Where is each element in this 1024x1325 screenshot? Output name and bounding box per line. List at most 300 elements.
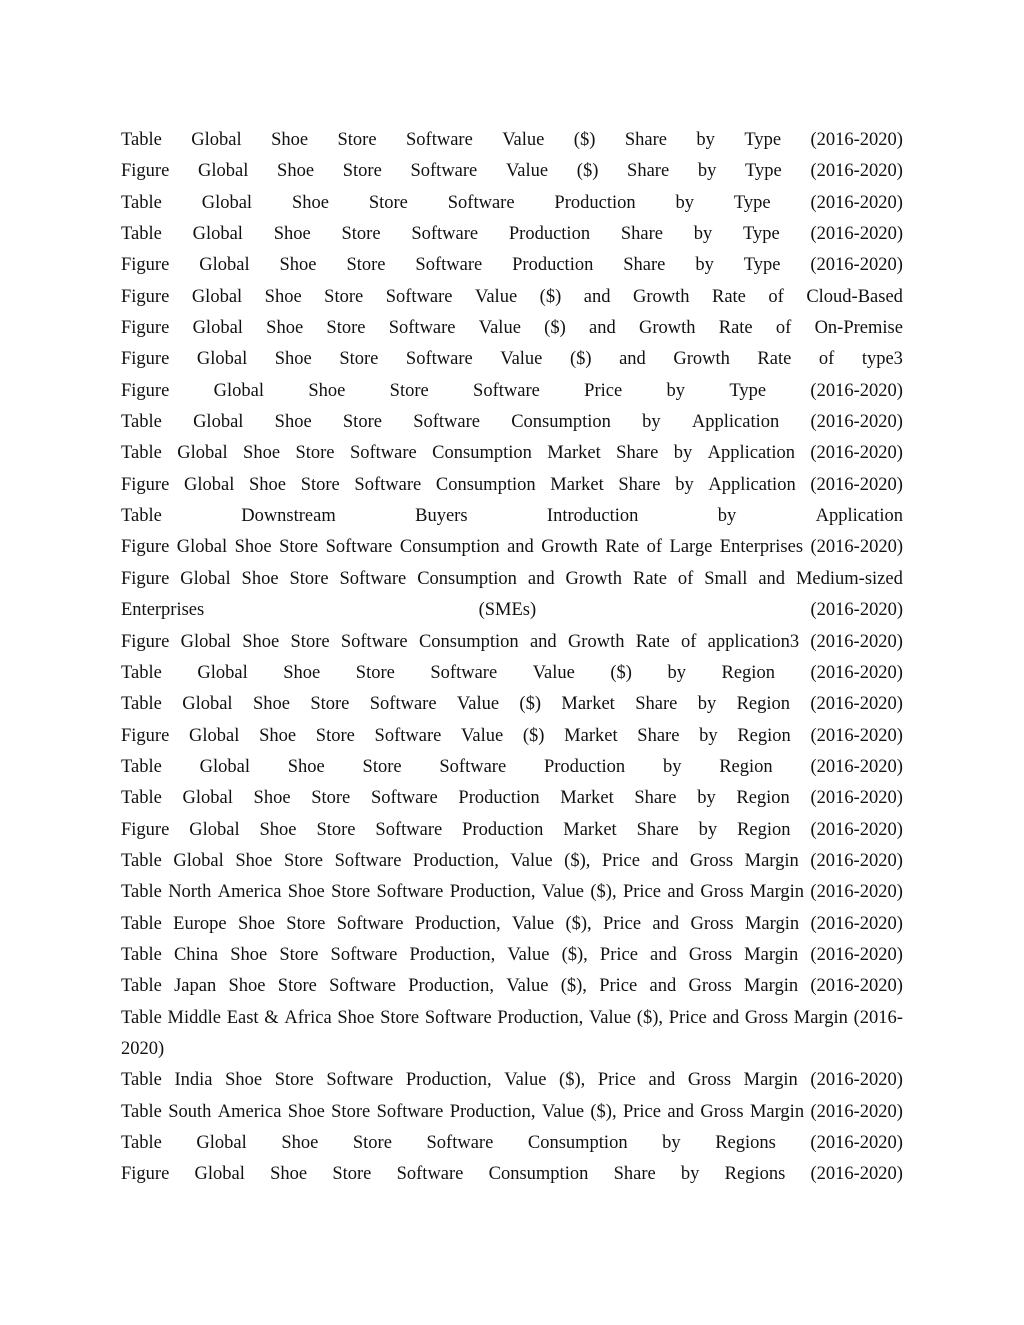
text-word: Growth <box>541 537 598 558</box>
text-word: by <box>717 506 737 527</box>
text-word: Software <box>336 913 404 934</box>
text-word: (2016-2020) <box>810 130 903 150</box>
text-line <box>121 564 903 595</box>
text-word: Global <box>197 662 248 683</box>
text-word: Shoe <box>234 537 272 558</box>
text-word: Software <box>430 662 498 683</box>
text-word: Application <box>691 412 780 433</box>
text-word: by <box>696 130 715 150</box>
text-word: Software <box>406 130 473 150</box>
text-word: Type <box>729 380 767 401</box>
text-line <box>121 1065 903 1096</box>
text-word: and <box>652 913 680 934</box>
text-word: Store <box>277 976 317 997</box>
text-word: Table <box>121 1133 162 1153</box>
text-word: Software <box>447 192 515 213</box>
text-word: Software <box>410 161 478 182</box>
text-word: ($), <box>636 1007 663 1028</box>
text-word: Gross <box>690 913 734 934</box>
text-word: Shoe <box>283 662 321 683</box>
text-word: Consumption <box>399 537 500 558</box>
text-word: Store <box>290 631 330 652</box>
text-line <box>121 1128 903 1159</box>
text-word: by <box>662 756 682 777</box>
text-word: by <box>697 694 717 715</box>
text-word: (2016-2020) <box>810 913 903 934</box>
text-word: Software <box>370 788 438 809</box>
text-word: Table <box>121 412 162 433</box>
text-word: Figure <box>121 1164 170 1185</box>
text-word: Downstream <box>241 506 336 527</box>
text-word: Software <box>411 224 479 245</box>
text-word: by <box>642 412 661 433</box>
text-word: Shoe <box>287 1101 325 1122</box>
text-word: Store <box>295 443 335 464</box>
text-word: Value <box>502 130 545 150</box>
text-word: Software <box>354 474 422 495</box>
text-word: Store <box>331 882 371 903</box>
text-word: Figure <box>121 318 170 339</box>
text-word: ($) <box>544 318 566 339</box>
text-word: Software <box>329 976 396 997</box>
text-line <box>121 188 903 219</box>
text-word: Production, <box>413 850 499 871</box>
text-word: Gross <box>688 944 733 965</box>
text-word: (2016-2020) <box>810 443 903 464</box>
text-word: Production <box>458 788 540 809</box>
text-line <box>121 344 903 375</box>
text-word: Global <box>196 349 248 370</box>
text-word: by <box>698 819 718 840</box>
text-word: Share <box>623 255 666 276</box>
text-word: Store <box>311 788 351 809</box>
text-word: Market <box>563 819 617 840</box>
text-word: Shoe <box>273 224 311 245</box>
text-word: Table <box>121 694 162 715</box>
text-word: Table <box>121 788 162 809</box>
text-word: ($), <box>560 976 587 997</box>
text-word: Growth <box>638 318 696 339</box>
text-word: Shoe <box>259 819 297 840</box>
text-word: Gross <box>744 1007 789 1028</box>
text-word: Value <box>505 161 549 182</box>
text-word: Gross <box>689 850 734 871</box>
text-word: Figure <box>121 380 170 401</box>
text-word: Production, <box>449 882 536 903</box>
text-word: Global <box>189 725 240 746</box>
text-word: Software <box>439 756 507 777</box>
text-word: Value <box>532 662 575 683</box>
text-word: Application <box>708 474 796 495</box>
text-word: Store <box>279 944 319 965</box>
text-word: (2016-2020) <box>810 788 903 809</box>
text-word: Global <box>177 443 228 464</box>
text-word: Software <box>385 286 453 307</box>
text-word: Rate <box>757 349 792 370</box>
text-word: and <box>588 318 616 339</box>
text-line <box>121 470 903 501</box>
text-line <box>121 125 903 156</box>
text-line <box>121 313 903 344</box>
text-word: Table <box>121 192 162 213</box>
text-word: Margin <box>749 882 805 903</box>
text-line <box>121 971 903 1002</box>
text-word: Software <box>388 318 456 339</box>
text-word: (2016-2020) <box>810 882 903 903</box>
text-word: Value <box>510 850 553 871</box>
text-word: Shoe <box>279 255 317 276</box>
text-word: Shoe <box>274 349 312 370</box>
text-word: Production, <box>405 1070 492 1091</box>
text-word: Production <box>543 756 626 777</box>
text-word: Production, <box>409 944 496 965</box>
text-word: Shoe <box>277 161 315 182</box>
text-line <box>121 282 903 313</box>
text-word: ($) <box>569 349 592 370</box>
text-word: Figure <box>121 819 170 840</box>
text-word: Margin <box>744 913 800 934</box>
text-word: Store <box>362 756 402 777</box>
text-word: of <box>775 318 792 339</box>
text-line <box>121 1097 903 1128</box>
text-word: Global <box>189 819 240 840</box>
text-word: Shoe <box>253 788 291 809</box>
text-word: Share <box>634 788 677 809</box>
text-word: (2016-2020) <box>810 224 903 245</box>
text-word: Software <box>415 255 483 276</box>
text-word: Global <box>196 1133 247 1153</box>
text-word: and <box>648 1070 676 1091</box>
text-word: Store <box>300 474 340 495</box>
text-word: Global <box>199 255 250 276</box>
text-word: Rate <box>711 286 746 307</box>
text-word: Figure <box>121 255 170 276</box>
text-line <box>121 689 903 720</box>
text-word: of <box>646 537 663 558</box>
text-word: Margin <box>743 1070 798 1091</box>
text-line <box>121 877 903 908</box>
text-word: Store <box>346 255 386 276</box>
text-word: Value <box>541 1101 585 1122</box>
text-word: (2016-2020) <box>810 600 903 621</box>
text-word: by <box>675 192 694 213</box>
text-word: Table <box>121 756 162 777</box>
text-word: ($) <box>519 694 541 715</box>
text-word: South <box>168 1101 212 1122</box>
text-word: Shoe <box>291 192 329 213</box>
text-word: Software <box>376 1101 444 1122</box>
text-word: Shoe <box>287 756 325 777</box>
text-word: Japan <box>174 976 217 997</box>
text-word: Production, <box>414 913 501 934</box>
text-word: Price <box>622 882 661 903</box>
text-word: Price <box>601 850 640 871</box>
text-word: Type <box>733 192 771 213</box>
text-word: ($) <box>610 662 632 683</box>
text-word: (2016-2020) <box>810 412 903 433</box>
text-word: Store <box>368 192 408 213</box>
text-word: Shoe <box>271 130 309 150</box>
text-line <box>121 721 903 752</box>
text-word: and <box>527 568 555 589</box>
text-word: Consumption <box>435 474 536 495</box>
text-word: Type <box>743 255 781 276</box>
text-word: ($), <box>559 1070 586 1091</box>
text-word: ($), <box>564 850 591 871</box>
text-word: Share <box>613 1164 656 1185</box>
text-line <box>121 783 903 814</box>
text-word: Figure <box>121 568 170 589</box>
text-word: application3 <box>707 631 800 652</box>
text-word: Middle <box>167 1007 221 1028</box>
text-word: Software <box>413 412 480 433</box>
text-word: Table <box>121 850 162 871</box>
text-word: Market <box>560 788 614 809</box>
text-word: Application <box>707 443 795 464</box>
text-line <box>121 219 903 250</box>
text-word: Figure <box>121 474 170 495</box>
text-line <box>121 658 903 689</box>
text-line <box>121 1159 903 1190</box>
text-word: Margin <box>743 976 799 997</box>
text-word: Store <box>342 412 382 433</box>
text-word: Shoe <box>243 443 281 464</box>
text-word: Consumption <box>511 412 611 433</box>
text-line <box>121 250 903 281</box>
text-word: Global <box>191 286 243 307</box>
text-word: (2016-2020) <box>810 1164 903 1185</box>
text-word: of <box>768 286 784 307</box>
text-word: (2016-2020) <box>810 819 903 840</box>
text-word: Figure <box>121 537 170 558</box>
text-word: Software <box>374 725 442 746</box>
text-word: and <box>649 976 677 997</box>
text-word: Shoe <box>237 913 275 934</box>
text-word: ($) <box>522 725 545 746</box>
text-word: Shoe <box>235 850 273 871</box>
text-word: Table <box>121 506 162 527</box>
text-word: Regions <box>724 1164 786 1185</box>
text-word: Table <box>121 913 162 934</box>
text-word: Gross <box>700 882 744 903</box>
text-word: Store <box>274 1070 314 1091</box>
text-word: Price <box>597 1070 636 1091</box>
text-word: Store <box>341 224 381 245</box>
text-word: Global <box>180 631 231 652</box>
text-word: (2016-2020) <box>810 380 903 401</box>
text-word: Region <box>736 788 790 809</box>
text-word: Software <box>424 1007 492 1028</box>
text-word: Global <box>183 474 235 495</box>
text-word: Value <box>512 913 555 934</box>
text-word: (2016-2020) <box>810 694 903 715</box>
text-word: East <box>226 1007 259 1028</box>
text-word: Shoe <box>242 631 280 652</box>
text-word: Share <box>620 224 663 245</box>
text-word: and <box>507 537 534 558</box>
text-word: Europe <box>173 913 227 934</box>
text-word: Production <box>554 192 636 213</box>
text-word: Software <box>375 819 443 840</box>
text-word: Application <box>815 506 903 527</box>
text-line <box>121 376 903 407</box>
text-word: Shoe <box>228 976 266 997</box>
text-word: Software <box>340 631 408 652</box>
text-word: Figure <box>121 631 170 652</box>
text-word: Table <box>121 1101 162 1122</box>
text-word: Table <box>121 1007 162 1028</box>
text-word: Market <box>561 694 615 715</box>
text-word: Value <box>504 1070 547 1091</box>
text-word: Global <box>213 380 264 401</box>
text-word: Margin <box>793 1007 848 1028</box>
text-word: Shoe <box>259 725 297 746</box>
text-word: Share <box>618 474 661 495</box>
text-word: Store <box>355 662 395 683</box>
text-line <box>121 909 903 940</box>
text-word: ($) <box>576 161 599 182</box>
text-word: and <box>650 944 677 965</box>
text-word: Global <box>176 537 228 558</box>
text-word: Rate <box>605 537 640 558</box>
text-word: Gross <box>688 976 732 997</box>
text-word: ($) <box>539 286 562 307</box>
text-word: Consumption <box>417 568 517 589</box>
text-word: (2016-2020) <box>810 944 903 965</box>
text-word: Global <box>182 694 233 715</box>
text-word: Store <box>339 349 379 370</box>
text-line <box>121 846 903 877</box>
text-word: On-Premise <box>814 318 903 339</box>
text-word: Software <box>396 1164 464 1185</box>
text-word: and <box>619 349 646 370</box>
text-word: Share <box>616 443 659 464</box>
text-word: Region <box>737 819 791 840</box>
text-word: Software <box>376 882 444 903</box>
text-word: Global <box>173 850 224 871</box>
text-word: Share <box>627 161 670 182</box>
text-word: Consumption <box>418 631 519 652</box>
text-word: Production, <box>408 976 495 997</box>
text-word: Regions <box>715 1133 776 1153</box>
text-word: Software <box>349 443 417 464</box>
text-word: Small <box>704 568 748 589</box>
text-line <box>121 627 903 658</box>
text-word: Shoe <box>337 1007 375 1028</box>
text-word: Gross <box>700 1101 744 1122</box>
text-word: and <box>529 631 557 652</box>
text-word: by <box>680 1164 700 1185</box>
text-word: Price <box>668 1007 707 1028</box>
text-word: Shoe <box>281 1133 319 1153</box>
text-word: Gross <box>687 1070 732 1091</box>
text-word: Region <box>719 756 773 777</box>
text-word: Buyers <box>415 506 468 527</box>
text-line <box>121 438 903 469</box>
text-word: Growth <box>565 568 623 589</box>
text-line: 2020) <box>121 1038 165 1059</box>
text-word: Enterprises <box>121 600 205 621</box>
text-word: by <box>662 1133 681 1153</box>
text-word: Software <box>334 850 402 871</box>
text-word: Software <box>339 568 407 589</box>
text-word: Shoe <box>225 1070 263 1091</box>
text-word: Store <box>289 568 329 589</box>
text-word: Software <box>325 537 393 558</box>
text-word: Store <box>310 694 350 715</box>
text-word: America <box>217 1101 282 1122</box>
text-word: Figure <box>121 286 170 307</box>
text-word: Global <box>192 224 243 245</box>
text-line <box>121 156 903 187</box>
text-word: (2016- <box>853 1007 903 1028</box>
text-word: Shoe <box>274 412 312 433</box>
text-word: Global <box>182 788 233 809</box>
text-word: Margin <box>749 1101 805 1122</box>
text-word: Market <box>547 443 601 464</box>
text-word: Margin <box>744 944 799 965</box>
text-word: (2016-2020) <box>810 1070 903 1091</box>
text-word: and <box>758 568 786 589</box>
text-word: Africa <box>284 1007 332 1028</box>
text-word: Shoe <box>230 944 268 965</box>
text-word: Software <box>326 1070 394 1091</box>
text-line <box>121 407 903 438</box>
text-line <box>121 532 903 563</box>
text-word: type3 <box>861 349 903 370</box>
text-line <box>121 1003 903 1034</box>
text-word: Price <box>622 1101 661 1122</box>
text-word: Region <box>737 725 791 746</box>
text-word: Store <box>342 161 382 182</box>
text-word: Market <box>550 474 604 495</box>
text-word: Global <box>201 192 253 213</box>
text-word: Store <box>315 725 355 746</box>
text-word: (2016-2020) <box>810 725 903 746</box>
text-word: ($) <box>573 130 596 150</box>
text-word: Shoe <box>266 318 304 339</box>
text-word: (2016-2020) <box>810 1133 903 1153</box>
text-word: Table <box>121 130 162 150</box>
text-word: Global <box>180 568 231 589</box>
text-word: Production <box>512 255 594 276</box>
text-line <box>121 595 903 626</box>
text-word: Production, <box>497 1007 584 1028</box>
text-word: (2016-2020) <box>810 255 903 276</box>
text-word: Store <box>380 1007 420 1028</box>
text-word: ($), <box>561 944 588 965</box>
text-word: (2016-2020) <box>810 474 903 495</box>
text-word: (2016-2020) <box>810 1101 903 1122</box>
text-word: Store <box>324 286 364 307</box>
text-line <box>121 752 903 783</box>
text-word: Cloud-Based <box>806 286 903 307</box>
text-word: Software <box>405 349 473 370</box>
text-word: Share <box>624 130 667 150</box>
text-word: Shoe <box>241 568 279 589</box>
text-word: ($), <box>590 882 617 903</box>
text-word: Growth <box>632 286 690 307</box>
text-word: by <box>697 788 716 809</box>
text-word: Table <box>121 976 162 997</box>
text-word: Software <box>330 944 398 965</box>
text-word: Table <box>121 944 162 965</box>
text-word: (2016-2020) <box>810 161 903 182</box>
text-word: Global <box>191 130 242 150</box>
text-word: Share <box>636 819 679 840</box>
text-word: Table <box>121 443 162 464</box>
text-word: Table <box>121 882 162 903</box>
